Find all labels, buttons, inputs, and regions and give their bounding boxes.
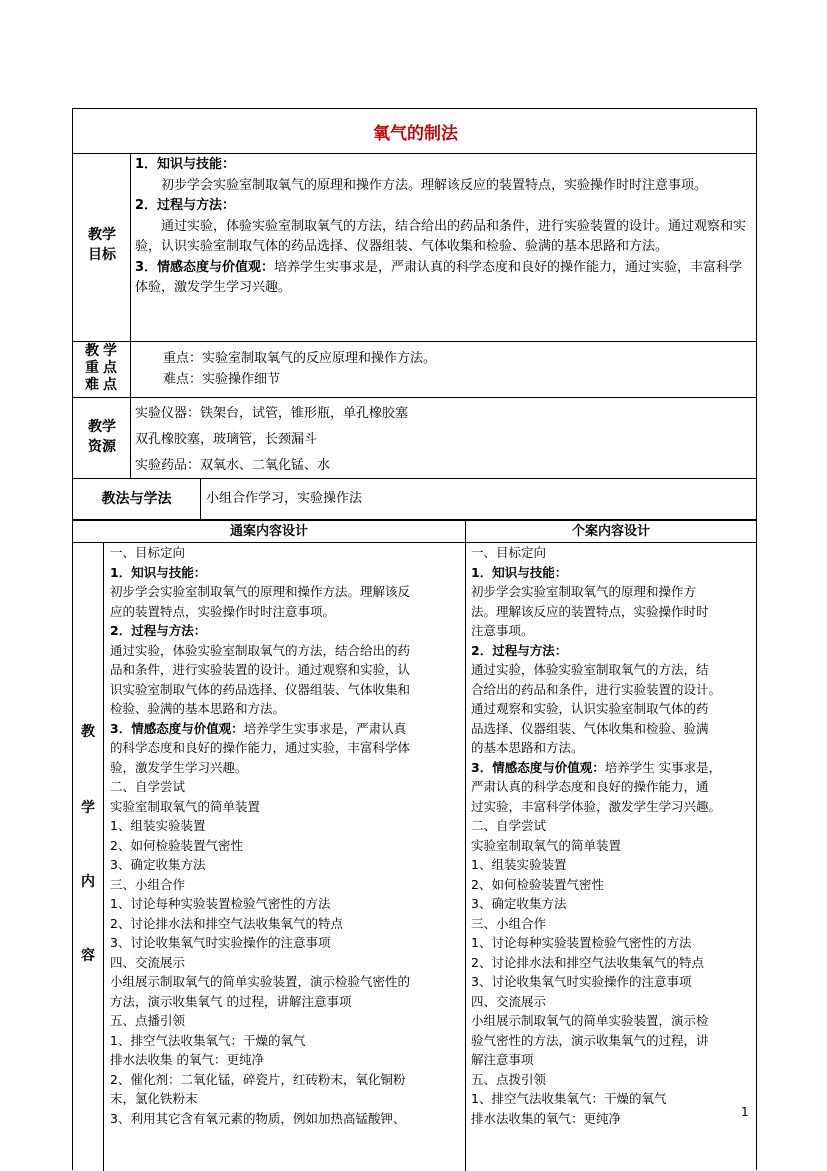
content-line: 3、确定收集方法 bbox=[471, 896, 567, 911]
objectives-label: 教学目标 bbox=[88, 227, 116, 263]
content-line: 2、如何检验装置气密性 bbox=[471, 876, 604, 892]
teaching-content-char: 教 bbox=[81, 724, 95, 740]
content-line: 二、自学尝试 bbox=[471, 818, 547, 833]
content-line: 3、确定收集方法 bbox=[110, 857, 206, 872]
content-line: 严肃认真的科学态度和良好的操作能力，通 bbox=[471, 779, 709, 794]
process-text: 通过实验，体验实验室制取氧气的方法，结合给出的药品和条件，进行实验装置的设计。通过观察和实验，认识实验室制取气体的药品选择、仪器组装、气体收集和检验、验满的基本思路和方法。 bbox=[135, 218, 747, 254]
individual-design-content bbox=[471, 543, 755, 1128]
content-line: 通过实验，体验实验室制取氧气的方法，结合给出的药 bbox=[110, 642, 411, 658]
content-line: 五、点拨引领 bbox=[471, 1071, 547, 1087]
content-line: 通过观察和实验，认识实验室制取气体的药 bbox=[471, 701, 709, 716]
content-line: 方法，演示收集氧气 的过程，讲解注意事项 bbox=[110, 993, 352, 1009]
content-line: 四、交流展示 bbox=[110, 954, 186, 970]
content-line: 合给出的药品和条件，进行实验装置的设计。 bbox=[471, 681, 722, 697]
content-line: 1、排空气法收集氧气：干燥的氧气 bbox=[110, 1032, 306, 1048]
resource-line: 双孔橡胶塞，玻璃管，长颈漏斗 bbox=[135, 432, 318, 447]
content-line: 检验、验满的基本思路和方法。 bbox=[110, 701, 286, 716]
content-line: 1、组装实验装置 bbox=[471, 857, 567, 872]
key-point: 重点：实验室制取氧气的反应原理和操作方法。 bbox=[163, 351, 437, 366]
content-line: 2．过程与方法： bbox=[471, 642, 568, 658]
knowledge-text: 初步学会实验室制取氧气的原理和操作方法。理解该反应的装置特点，实验操作时时注意事项。 bbox=[161, 177, 708, 193]
methods-label: 教法与学法 bbox=[101, 491, 172, 507]
keypoints-label: 教学重点难点 bbox=[85, 343, 121, 393]
content-line: 初步学会实验室制取氧气的原理和操作方法。理解该反 bbox=[110, 584, 411, 599]
resources-content bbox=[135, 401, 753, 479]
content-line: 1．知识与技能： bbox=[110, 564, 207, 580]
attitude-heading: 3．情感态度与价值观： bbox=[135, 259, 275, 275]
content-line: 三、小组合作 bbox=[471, 915, 547, 931]
divider bbox=[130, 153, 131, 478]
content-line: 3．情感态度与价值观：培养学生 实事求是， bbox=[471, 759, 722, 775]
content-line: 应的装置特点，实验操作时时注意事项。 bbox=[110, 603, 336, 619]
content-line: 四、交流展示 bbox=[471, 993, 547, 1009]
content-line: 的基本思路和方法。 bbox=[471, 740, 584, 755]
divider bbox=[73, 341, 756, 342]
content-line: 3、讨论收集氧气时实验操作的注意事项 bbox=[110, 935, 331, 950]
common-design-header: 通案内容设计 bbox=[229, 524, 308, 539]
teaching-content-char: 学 bbox=[81, 800, 95, 816]
content-line: 小组展示制取氧气的简单实验装置，演示检 bbox=[471, 1013, 709, 1028]
teaching-content-char: 容 bbox=[81, 948, 95, 964]
content-line: 五、点播引领 bbox=[110, 1013, 186, 1028]
content-line: 1、排空气法收集氧气：干燥的氧气 bbox=[471, 1091, 667, 1106]
individual-design-header: 个案内容设计 bbox=[571, 524, 650, 539]
content-line: 实验室制取氧气的简单装置 bbox=[110, 798, 261, 814]
objectives-content bbox=[135, 155, 753, 299]
content-line: 注意事项。 bbox=[471, 623, 534, 638]
keypoints-content bbox=[163, 349, 743, 390]
content-line: 品选择、仪器组装、气体收集和检验、验满 bbox=[471, 720, 709, 736]
divider bbox=[73, 397, 756, 398]
content-line: 解注意事项 bbox=[471, 1052, 534, 1067]
content-line: 过实验，丰富科学体验，激发学生学习兴趣。 bbox=[471, 798, 722, 814]
methods-text: 小组合作学习，实验操作法 bbox=[206, 491, 363, 506]
content-line: 初步学会实验室制取氧气的原理和操作方 bbox=[471, 584, 697, 599]
content-line: 验，激发学生学习兴趣。 bbox=[110, 759, 248, 775]
content-line: 验气密性的方法，演示收集氧气的过程，讲 bbox=[471, 1032, 709, 1048]
content-line: 1、组装实验装置 bbox=[110, 818, 206, 833]
attitude-paragraph bbox=[135, 258, 753, 299]
content-line: 末，氯化铁粉末 bbox=[110, 1091, 198, 1106]
content-line: 法。理解该反应的装置特点，实验操作时时 bbox=[471, 603, 709, 619]
common-design-content bbox=[110, 543, 462, 1128]
content-line: 排水法收集的氧气：更纯净 bbox=[471, 1110, 622, 1126]
content-line: 小组展示制取氧气的简单实验装置，演示检验气密性的 bbox=[110, 974, 411, 989]
content-line: 的科学态度和良好的操作能力，通过实验，丰富科学体 bbox=[110, 740, 411, 755]
teaching-content-char: 内 bbox=[81, 874, 95, 890]
content-line: 2、讨论排水法和排空气法收集氧气的特点 bbox=[110, 915, 343, 931]
knowledge-heading: 1．知识与技能： bbox=[135, 157, 236, 172]
resources-label: 教学资源 bbox=[88, 419, 116, 455]
content-line: 3、讨论收集氧气时实验操作的注意事项 bbox=[471, 974, 692, 989]
attitude-text: 培养学生实事求是，严肃认真的科学态度和良好的操作能力，通过实验，丰富科学体验，激发学生学习兴趣。 bbox=[135, 259, 743, 295]
content-line: 一、目标定向 bbox=[110, 545, 186, 560]
content-line: 一、目标定向 bbox=[471, 545, 547, 560]
page-title: 氧气的制法 bbox=[373, 124, 458, 144]
content-line: 实验室制取氧气的简单装置 bbox=[471, 837, 622, 853]
content-line: 1、讨论每种实验装置检验气密性的方法 bbox=[110, 896, 331, 911]
content-line: 1．知识与技能： bbox=[471, 564, 568, 580]
process-heading: 2．过程与方法： bbox=[135, 198, 236, 213]
resource-line: 实验仪器：铁架台，试管，锥形瓶，单孔橡胶塞 bbox=[135, 406, 409, 421]
resource-line: 实验药品：双氧水、二氧化锰、水 bbox=[135, 458, 331, 473]
content-line: 1、讨论每种实验装置检验气密性的方法 bbox=[471, 935, 692, 950]
content-design-table bbox=[72, 520, 757, 1170]
content-line: 三、小组合作 bbox=[110, 876, 186, 892]
content-line: 3、利用其它含有氧元素的物质，例如加热高锰酸钾、 bbox=[110, 1110, 406, 1126]
content-line: 2、催化剂：二氧化锰，碎瓷片，红砖粉末，氧化铜粉 bbox=[110, 1071, 406, 1087]
divider bbox=[200, 478, 201, 520]
divider bbox=[465, 521, 466, 1171]
page-number: 1 bbox=[741, 1105, 749, 1119]
content-line: 二、自学尝试 bbox=[110, 779, 186, 794]
content-line: 通过实验，体验实验室制取氧气的方法，结 bbox=[471, 662, 709, 677]
content-line: 品和条件，进行实验装置的设计。通过观察和实验，认 bbox=[110, 662, 411, 677]
content-line: 2、如何检验装置气密性 bbox=[110, 837, 243, 853]
divider bbox=[103, 542, 104, 1171]
content-line: 2、讨论排水法和排空气法收集氧气的特点 bbox=[471, 954, 704, 970]
difficult-point: 难点：实验操作细节 bbox=[163, 371, 281, 387]
divider bbox=[73, 153, 756, 154]
content-line: 识实验室制取气体的药品选择、仪器组装、气体收集和 bbox=[110, 681, 411, 697]
content-line: 2．过程与方法： bbox=[110, 623, 207, 638]
lesson-plan-table bbox=[72, 108, 757, 520]
content-line: 3．情感态度与价值观：培养学生实事求是，严肃认真 bbox=[110, 720, 407, 736]
content-line: 排水法收集 的氧气：更纯净 bbox=[110, 1052, 264, 1067]
